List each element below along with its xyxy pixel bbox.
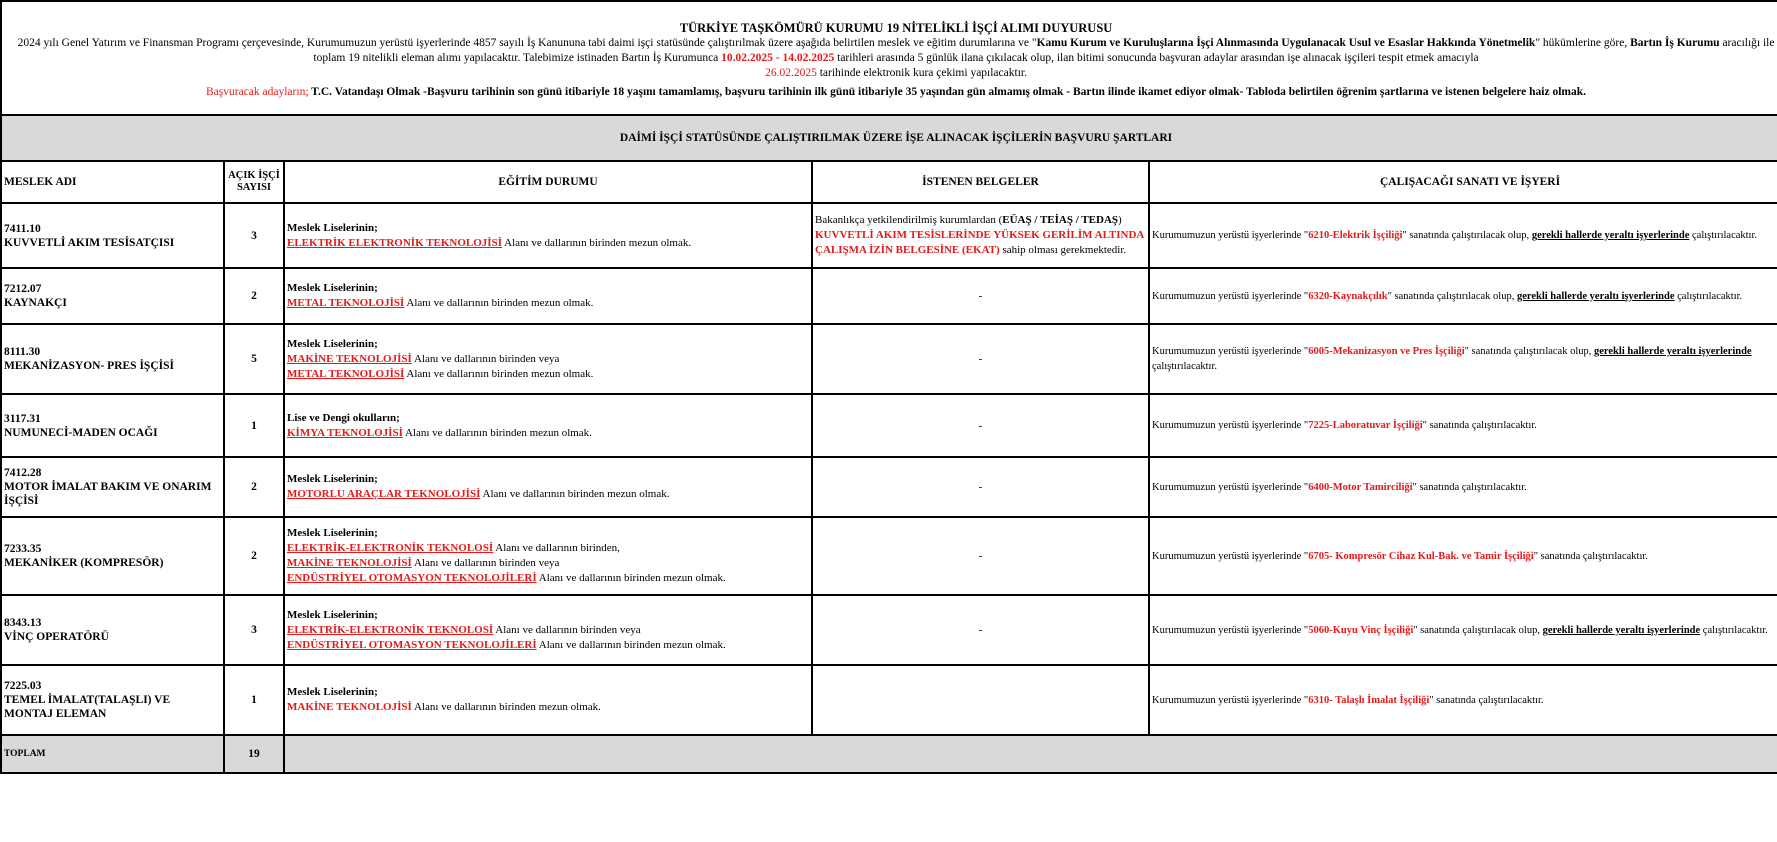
occupation-code: 7412.28	[4, 467, 42, 479]
education-line	[287, 700, 809, 715]
education-line	[287, 623, 809, 638]
workplace-text-2: " sanatında çalıştırılacaktır.	[1412, 481, 1527, 493]
workplace-text-2: " sanatında çalıştırılacak olup,	[1402, 230, 1532, 241]
table-row	[1, 268, 1777, 324]
occupation-name: NUMUNECİ-MADEN OCAĞI	[4, 426, 158, 439]
lottery-date: 26.02.2025	[765, 67, 817, 79]
table-row	[1, 665, 1777, 735]
workplace-text-3: çalıştırılacaktır.	[1152, 361, 1218, 372]
table-row	[1, 595, 1777, 665]
col-education: EĞİTİM DURUMU	[284, 161, 812, 203]
workplace-text-3: çalıştırılacaktır.	[1689, 230, 1758, 241]
education-line	[287, 296, 809, 311]
docs-institutions: EÜAŞ / TEİAŞ / TEDAŞ	[1002, 214, 1119, 226]
education-line	[287, 571, 809, 586]
trade-name: 6310- Talaşlı İmalat İşçiliği	[1308, 694, 1430, 706]
occupation-name: MEKANİZASYON- PRES İŞÇİSİ	[4, 360, 174, 372]
workplace-cell	[1149, 457, 1777, 517]
workplace-text-2: " sanatında çalıştırılacaktır.	[1422, 420, 1537, 431]
education-cell	[284, 203, 812, 268]
table-row	[1, 324, 1777, 394]
section-row	[1, 115, 1777, 161]
workplace-cell	[1149, 268, 1777, 324]
occupation-name: MEKANİKER (KOMPRESÖR)	[4, 557, 164, 569]
workplace-text: Kurumumuzun yerüstü işyerlerinde "	[1152, 290, 1309, 302]
occupation-cell	[1, 665, 224, 735]
occupation-cell	[1, 517, 224, 595]
documents-cell: -	[812, 268, 1149, 324]
education-rest: Alanı ve dallarının birinden mezun olmak.	[536, 638, 726, 651]
education-program: ELEKTRİK-ELEKTRONİK TEKNOLOSİ	[287, 542, 494, 554]
education-rest: Alanı ve dallarının birinden mezun olmak.	[402, 426, 592, 439]
workplace-text-2: " sanatında çalıştırılacak olup,	[1413, 624, 1543, 636]
education-program: MAKİNE TEKNOLOJİSİ	[287, 557, 412, 569]
underground-note: gerekli hallerde yeraltı işyerlerinde	[1531, 230, 1690, 241]
regulation-name: Kamu Kurum ve Kuruluşlarına İşçi Alınmasında Uygulanacak Usul ve Esaslar Hakkında Yönetmelik	[1036, 37, 1536, 49]
open-count: 3	[224, 203, 284, 268]
documents-cell: -	[812, 457, 1149, 517]
education-rest: Alanı ve dallarının birinden mezun olmak.	[404, 367, 594, 380]
total-label: TOPLAM	[1, 735, 224, 773]
underground-note: gerekli hallerde yeraltı işyerlerinde	[1542, 624, 1701, 636]
table-row	[1, 457, 1777, 517]
education-rest: Alanı ve dallarının birinden mezun olmak.	[411, 701, 601, 713]
total-filler	[284, 735, 1777, 773]
workplace-text-3: çalıştırılacaktır.	[1700, 624, 1768, 636]
education-line	[287, 556, 809, 571]
education-rest: Alanı ve dallarının birinden mezun olmak.	[480, 488, 670, 500]
intro-text-4: tarihleri arasında 5 günlük ilana çıkılacak olup, ilan bitimi sonucunda başvuran adaylar arasından işe alınacak işçileri tespit etmek amacıyla	[834, 52, 1479, 64]
total-count: 19	[224, 735, 284, 773]
workplace-text-3: çalıştırılacaktır.	[1674, 290, 1743, 302]
education-rest: Alanı ve dallarının birinden mezun olmak.	[404, 297, 594, 309]
open-count: 2	[224, 517, 284, 595]
col-documents: İSTENEN BELGELER	[812, 161, 1149, 203]
docs-text-c: )	[1118, 214, 1122, 226]
workplace-text-2: " sanatında çalıştırılacak olup,	[1387, 290, 1517, 302]
announcement-title: TÜRKİYE TAŞKÖMÜRÜ KURUMU 19 NİTELİKLİ İŞÇİ ALIMI DUYURUSU	[679, 21, 1113, 35]
education-intro: Meslek Liselerinin;	[287, 527, 378, 539]
education-cell	[284, 665, 812, 735]
education-program: METAL TEKNOLOJİSİ	[287, 367, 405, 380]
education-cell	[284, 394, 812, 457]
open-count: 1	[224, 394, 284, 457]
open-count: 3	[224, 595, 284, 665]
education-cell	[284, 595, 812, 665]
education-program: ENDÜSTRİYEL OTOMASYON TEKNOLOJİLERİ	[287, 572, 537, 584]
underground-note: gerekli hallerde yeraltı işyerlerinde	[1594, 346, 1752, 357]
workplace-text: Kurumumuzun yerüstü işyerlerinde "	[1152, 420, 1309, 431]
documents-cell	[812, 203, 1149, 268]
trade-name: 6210-Elektrik İşçiliği	[1308, 230, 1403, 241]
table-row	[1, 203, 1777, 268]
education-line	[287, 352, 809, 367]
occupation-name: MOTOR İMALAT BAKIM VE ONARIM İŞÇİSİ	[4, 481, 212, 507]
education-program: MAKİNE TEKNOLOJİSİ	[287, 701, 412, 713]
occupation-code: 7411.10	[4, 222, 41, 235]
documents-cell: -	[812, 517, 1149, 595]
education-program: ENDÜSTRİYEL OTOMASYON TEKNOLOJİLERİ	[287, 638, 537, 651]
trade-name: 7225-Laboratuvar İşçiliği	[1308, 420, 1423, 431]
occupation-code: 7225.03	[4, 680, 42, 692]
occupation-code: 7212.07	[4, 283, 42, 295]
trade-name: 5060-Kuyu Vinç İşçiliği	[1308, 624, 1414, 636]
education-rest: Alanı ve dallarının birinden veya	[411, 352, 560, 365]
documents-cell: -	[812, 394, 1149, 457]
workplace-text: Kurumumuzun yerüstü işyerlerinde "	[1152, 346, 1309, 357]
education-program: MAKİNE TEKNOLOJİSİ	[287, 352, 412, 365]
workplace-text-2: " sanatında çalıştırılacak olup,	[1464, 346, 1595, 357]
announcement-header	[1, 1, 1777, 115]
occupation-cell	[1, 595, 224, 665]
education-line	[287, 426, 809, 441]
education-cell	[284, 457, 812, 517]
intro-text-2: " hükümlerine göre,	[1535, 37, 1631, 49]
trade-name: 6005-Mekanizasyon ve Pres İşçiliği	[1308, 346, 1465, 357]
application-dates: 10.02.2025 - 14.02.2025	[721, 52, 835, 64]
trade-name: 6705- Kompresör Cihaz Kul-Bak. ve Tamir İşçiliği	[1308, 550, 1534, 562]
intro-text-3: aracılığı ile toplam 19 nitelikli eleman alımı yapılacaktır. Talebimize istinaden Bartın İş Kurumunca	[313, 37, 1775, 64]
workplace-cell	[1149, 324, 1777, 394]
header-row	[1, 1, 1777, 115]
column-header-row	[1, 161, 1777, 203]
workplace-text: Kurumumuzun yerüstü işyerlerinde "	[1152, 230, 1309, 241]
open-count: 1	[224, 665, 284, 735]
education-program: ELEKTRİK-ELEKTRONİK TEKNOLOSİ	[287, 623, 494, 636]
table-row	[1, 517, 1777, 595]
open-count: 5	[224, 324, 284, 394]
occupation-cell	[1, 268, 224, 324]
education-rest: Alanı ve dallarının birinden,	[493, 542, 620, 554]
workplace-cell	[1149, 394, 1777, 457]
announcement-paragraph	[6, 36, 1777, 81]
agency-name: Bartın İş Kurumu	[1630, 37, 1720, 49]
education-program: KİMYA TEKNOLOJİSİ	[287, 426, 403, 439]
occupation-name: KUVVETLİ AKIM TESİSATÇISI	[4, 236, 175, 249]
education-intro: Meslek Liselerinin;	[287, 221, 378, 234]
education-rest: Alanı ve dallarının birinden veya	[411, 557, 560, 569]
table-row	[1, 394, 1777, 457]
workplace-cell	[1149, 517, 1777, 595]
workplace-text: Kurumumuzun yerüstü işyerlerinde "	[1152, 694, 1309, 706]
workplace-text: Kurumumuzun yerüstü işyerlerinde "	[1152, 550, 1309, 562]
workplace-text: Kurumumuzun yerüstü işyerlerinde "	[1152, 481, 1309, 493]
col-open-count: AÇIK İŞÇİ SAYISI	[224, 161, 284, 203]
occupation-code: 8343.13	[4, 617, 42, 629]
workplace-cell	[1149, 203, 1777, 268]
documents-cell: -	[812, 324, 1149, 394]
education-cell	[284, 517, 812, 595]
col-occupation: MESLEK ADI	[1, 161, 224, 203]
docs-text-a: Bakanlıkça yetkilendirilmiş kurumlardan (	[815, 214, 1003, 226]
open-count: 2	[224, 457, 284, 517]
occupation-code: 3117.31	[4, 412, 41, 425]
education-intro: Lise ve Dengi okulların;	[287, 411, 400, 424]
education-program: METAL TEKNOLOJİSİ	[287, 297, 405, 309]
workplace-cell	[1149, 595, 1777, 665]
occupation-cell	[1, 203, 224, 268]
requirements-label: Başvuracak adayların;	[206, 86, 309, 98]
education-rest: Alanı ve dallarının birinden mezun olmak.	[501, 236, 692, 249]
docs-certificate: KUVVETLİ AKIM TESİSLERİNDE YÜKSEK GERİLİM ALTINDA ÇALIŞMA İZİN BELGESİNE (EKAT)	[815, 229, 1144, 256]
documents-cell	[812, 665, 1149, 735]
occupation-code: 7233.35	[4, 543, 42, 555]
workplace-text-2: " sanatında çalıştırılacaktır.	[1533, 550, 1648, 562]
occupation-name: TEMEL İMALAT(TALAŞLI) VE MONTAJ ELEMAN	[4, 694, 171, 720]
occupation-name: KAYNAKÇI	[4, 297, 67, 309]
open-count: 2	[224, 268, 284, 324]
occupation-cell	[1, 394, 224, 457]
requirements-line	[6, 85, 1777, 100]
education-line	[287, 638, 809, 653]
documents-cell: -	[812, 595, 1149, 665]
trade-name: 6400-Motor Tamirciliği	[1308, 481, 1413, 493]
education-intro: Meslek Liselerinin;	[287, 686, 378, 698]
occupation-cell	[1, 457, 224, 517]
education-intro: Meslek Liselerinin;	[287, 608, 378, 621]
education-line	[287, 487, 809, 502]
workplace-cell	[1149, 665, 1777, 735]
occupation-code: 8111.30	[4, 346, 41, 358]
total-row	[1, 735, 1777, 773]
education-rest: Alanı ve dallarının birinden mezun olmak.	[536, 572, 726, 584]
education-intro: Meslek Liselerinin;	[287, 337, 378, 350]
education-line	[287, 367, 809, 382]
workplace-text-2: " sanatında çalıştırılacaktır.	[1429, 694, 1544, 706]
education-program: ELEKTRİK ELEKTRONİK TEKNOLOJİSİ	[287, 236, 502, 249]
education-intro: Meslek Liselerinin;	[287, 473, 378, 485]
education-cell	[284, 268, 812, 324]
occupation-name: VİNÇ OPERATÖRÜ	[4, 631, 109, 643]
education-line	[287, 541, 809, 556]
section-title: DAİMİ İŞÇİ STATÜSÜNDE ÇALIŞTIRILMAK ÜZERE İŞE ALINACAK İŞÇİLERİN BAŞVURU ŞARTLARI	[1, 115, 1777, 161]
education-rest: Alanı ve dallarının birinden veya	[493, 623, 641, 636]
education-intro: Meslek Liselerinin;	[287, 282, 378, 294]
education-program: MOTORLU ARAÇLAR TEKNOLOJİSİ	[287, 488, 481, 500]
education-cell	[284, 324, 812, 394]
requirements-text: T.C. Vatandaşı Olmak -Başvuru tarihinin son günü itibariyle 18 yaşını tamamlamış, başvuru tarihinin ilk günü itibariyle 35 yaşından gün almamış olmak - Bartın ilinde ikamet ediyor olmak- Tabloda belirtilen öğrenim şartlarına ve istenen belgelere haiz olmak.	[308, 86, 1587, 98]
occupation-cell	[1, 324, 224, 394]
underground-note: gerekli hallerde yeraltı işyerlerinde	[1516, 290, 1675, 302]
intro-text: 2024 yılı Genel Yatırım ve Finansman Programı çerçevesinde, Kurumumuzun yerüstü işyerlerinde 4857 sayılı İş Kanununa tabi daimi işçi statüsünde çalıştırılmak üzere aşağıda belirtilen meslek ve eğitim durumlarına ve "	[17, 37, 1037, 49]
education-line	[287, 236, 809, 251]
docs-text-e: sahip olması gerekmektedir.	[999, 244, 1127, 256]
trade-name: 6320-Kaynakçılık	[1308, 290, 1388, 302]
col-workplace: ÇALIŞACAĞI SANATI VE İŞYERİ	[1149, 161, 1777, 203]
lottery-text: tarihinde elektronik kura çekimi yapılacaktır.	[816, 67, 1027, 79]
workplace-text: Kurumumuzun yerüstü işyerlerinde "	[1152, 624, 1309, 636]
